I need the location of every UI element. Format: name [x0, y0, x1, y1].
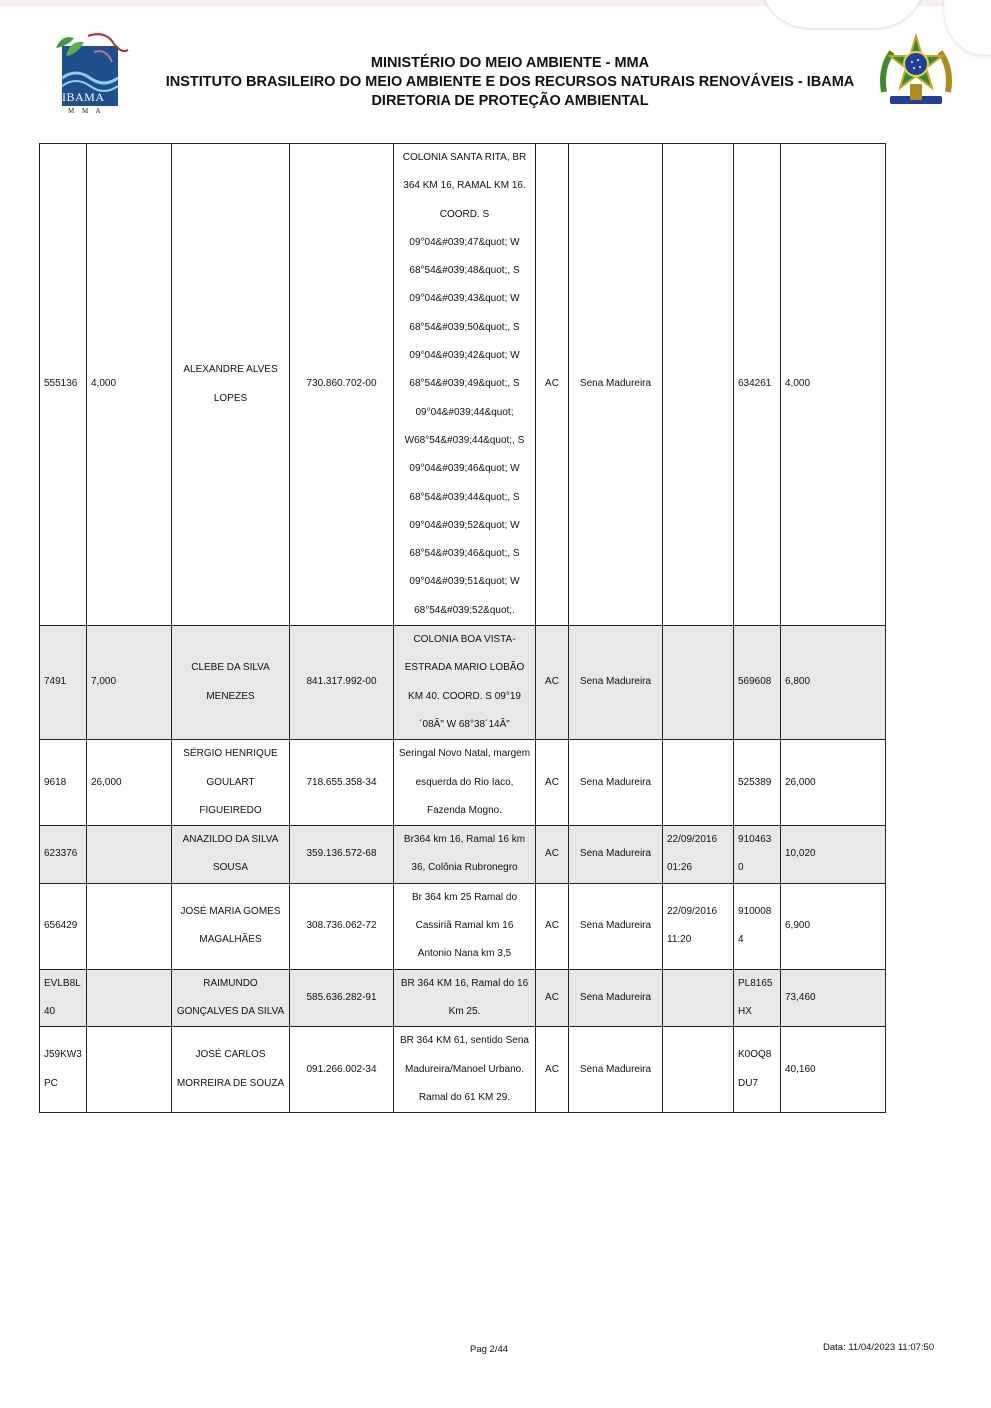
table-cell: BR 364 KM 16, Ramal do 16 Km 25.: [394, 969, 536, 1027]
table-cell: Sena Madureira: [569, 1027, 663, 1113]
table-cell: Sena Madureira: [569, 969, 663, 1027]
table-cell: AC: [536, 1027, 569, 1113]
table-cell: [87, 1027, 172, 1113]
header-line-1: MINISTÉRIO DO MEIO AMBIENTE - MMA: [370, 55, 650, 71]
table-cell: BR 364 KM 61, sentido Sena Madureira/Manoel Urbano. Ramal do 61 KM 29.: [394, 1027, 536, 1113]
table-cell: 9100084: [734, 883, 781, 969]
table-cell: Sena Madureira: [569, 144, 663, 626]
table-cell: 359.136.572-68: [290, 826, 394, 884]
table-cell: 656429: [40, 883, 87, 969]
table-row: [40, 826, 886, 884]
table-cell: ALEXANDRE ALVES LOPES: [172, 144, 290, 626]
table-cell: [663, 626, 734, 740]
table-cell: Seringal Novo Natal, margem esquerda do Rio Iaco, Fazenda Mogno.: [394, 740, 536, 826]
table-cell: 9618: [40, 740, 87, 826]
table-cell: [87, 969, 172, 1027]
table-cell: Sena Madureira: [569, 883, 663, 969]
table-row: [40, 144, 886, 626]
table-cell: 40,160: [781, 1027, 886, 1113]
table-cell: J59KW3PC: [40, 1027, 87, 1113]
table-cell: 841.317.992-00: [290, 626, 394, 740]
table-cell: 634261: [734, 144, 781, 626]
table-cell: [87, 826, 172, 884]
table-cell: [663, 1027, 734, 1113]
table-cell: AC: [536, 626, 569, 740]
header-line-2: INSTITUTO BRASILEIRO DO MEIO AMBIENTE E DOS RECURSOS NATURAIS RENOVÁVEIS - IBAMA: [165, 74, 855, 90]
header-line-3: DIRETORIA DE PROTEÇÃO AMBIENTAL: [371, 93, 649, 109]
table-cell: 730.860.702-00: [290, 144, 394, 626]
table-cell: 623376: [40, 826, 87, 884]
table-cell: 4,000: [781, 144, 886, 626]
logo-subtitle: M M A: [68, 107, 104, 115]
table-row: [40, 1027, 886, 1113]
table-cell: EVLB8L40: [40, 969, 87, 1027]
table-cell: [87, 883, 172, 969]
table-cell: 22/09/2016 11:20: [663, 883, 734, 969]
table-cell: 6,800: [781, 626, 886, 740]
table-cell: Br364 km 16, Ramal 16 km 36, Colônia Rubronegro: [394, 826, 536, 884]
table-cell: COLONIA SANTA RITA, BR 364 KM 16, RAMAL KM 16. COORD. S 09°04&#039;47&quot; W 68°54&#039;48&quot;, S 09°04&#039;43&quot; W 68°54&#039;50&quot;, S 09°04&#039;42&quot; W 68°54&#039;49&quot;, S 09°04&#039;44&quot; W68°54&#039;44&quot;, S 09°04&#039;46&quot; W 68°54&#039;44&quot;, S 09°04&#039;52&quot; W 68°54&#039;46&quot;, S 09°04&#039;51&quot; W 68°54&#039;52&quot;.: [394, 144, 536, 626]
table-cell: 7491: [40, 626, 87, 740]
table-cell: 308.736.062-72: [290, 883, 394, 969]
table-cell: PL8165HX: [734, 969, 781, 1027]
table-row: [40, 883, 886, 969]
table-cell: AC: [536, 883, 569, 969]
table-cell: 10,020: [781, 826, 886, 884]
table-cell: K0OQ8DU7: [734, 1027, 781, 1113]
table-row: [40, 969, 886, 1027]
table-cell: AC: [536, 826, 569, 884]
table-cell: RAIMUNDO GONÇALVES DA SILVA: [172, 969, 290, 1027]
overlay-button[interactable]: [760, 0, 925, 28]
document-header: [120, 54, 900, 111]
logo-name: IBAMA: [62, 90, 105, 104]
report-date: Data: 11/04/2023 11:07:50: [823, 1342, 935, 1353]
table-cell: 6,900: [781, 883, 886, 969]
table-row: [40, 740, 886, 826]
data-table: [39, 143, 886, 1113]
table-cell: ANAZILDO DA SILVA SOUSA: [172, 826, 290, 884]
table-cell: 26,000: [87, 740, 172, 826]
table-cell: 9104630: [734, 826, 781, 884]
table-cell: AC: [536, 740, 569, 826]
table-cell: 569608: [734, 626, 781, 740]
table-cell: JOSÉ CARLOS MORREIRA DE SOUZA: [172, 1027, 290, 1113]
table-cell: 091.266.002-34: [290, 1027, 394, 1113]
table-cell: JOSÉ MARIA GOMES MAGALHÃES: [172, 883, 290, 969]
table-cell: Br 364 km 25 Ramal do Cassiriã Ramal km 16 Antonio Nana km 3,5: [394, 883, 536, 969]
table-cell: AC: [536, 144, 569, 626]
table-cell: 4,000: [87, 144, 172, 626]
table-cell: 525389: [734, 740, 781, 826]
table-cell: 585.636.282-91: [290, 969, 394, 1027]
table-cell: CLEBE DA SILVA MENEZES: [172, 626, 290, 740]
table-cell: Sena Madureira: [569, 826, 663, 884]
page-number: Pag 2/44: [470, 1344, 509, 1355]
table-cell: [663, 144, 734, 626]
table-cell: 718.655.358-34: [290, 740, 394, 826]
table-cell: 7,000: [87, 626, 172, 740]
table-cell: COLONIA BOA VISTA-ESTRADA MARIO LOBÃO KM 40. COORD. S 09°19´08Â" W 68°38´14Â": [394, 626, 536, 740]
table-cell: 555136: [40, 144, 87, 626]
table-cell: [663, 740, 734, 826]
table-cell: AC: [536, 969, 569, 1027]
table-cell: 26,000: [781, 740, 886, 826]
table-cell: SÉRGIO HENRIQUE GOULART FIGUEIREDO: [172, 740, 290, 826]
table-cell: [663, 969, 734, 1027]
table-cell: Sena Madureira: [569, 740, 663, 826]
table-cell: 22/09/2016 01:26: [663, 826, 734, 884]
table-cell: Sena Madureira: [569, 626, 663, 740]
table-cell: 73,460: [781, 969, 886, 1027]
table-row: [40, 626, 886, 740]
